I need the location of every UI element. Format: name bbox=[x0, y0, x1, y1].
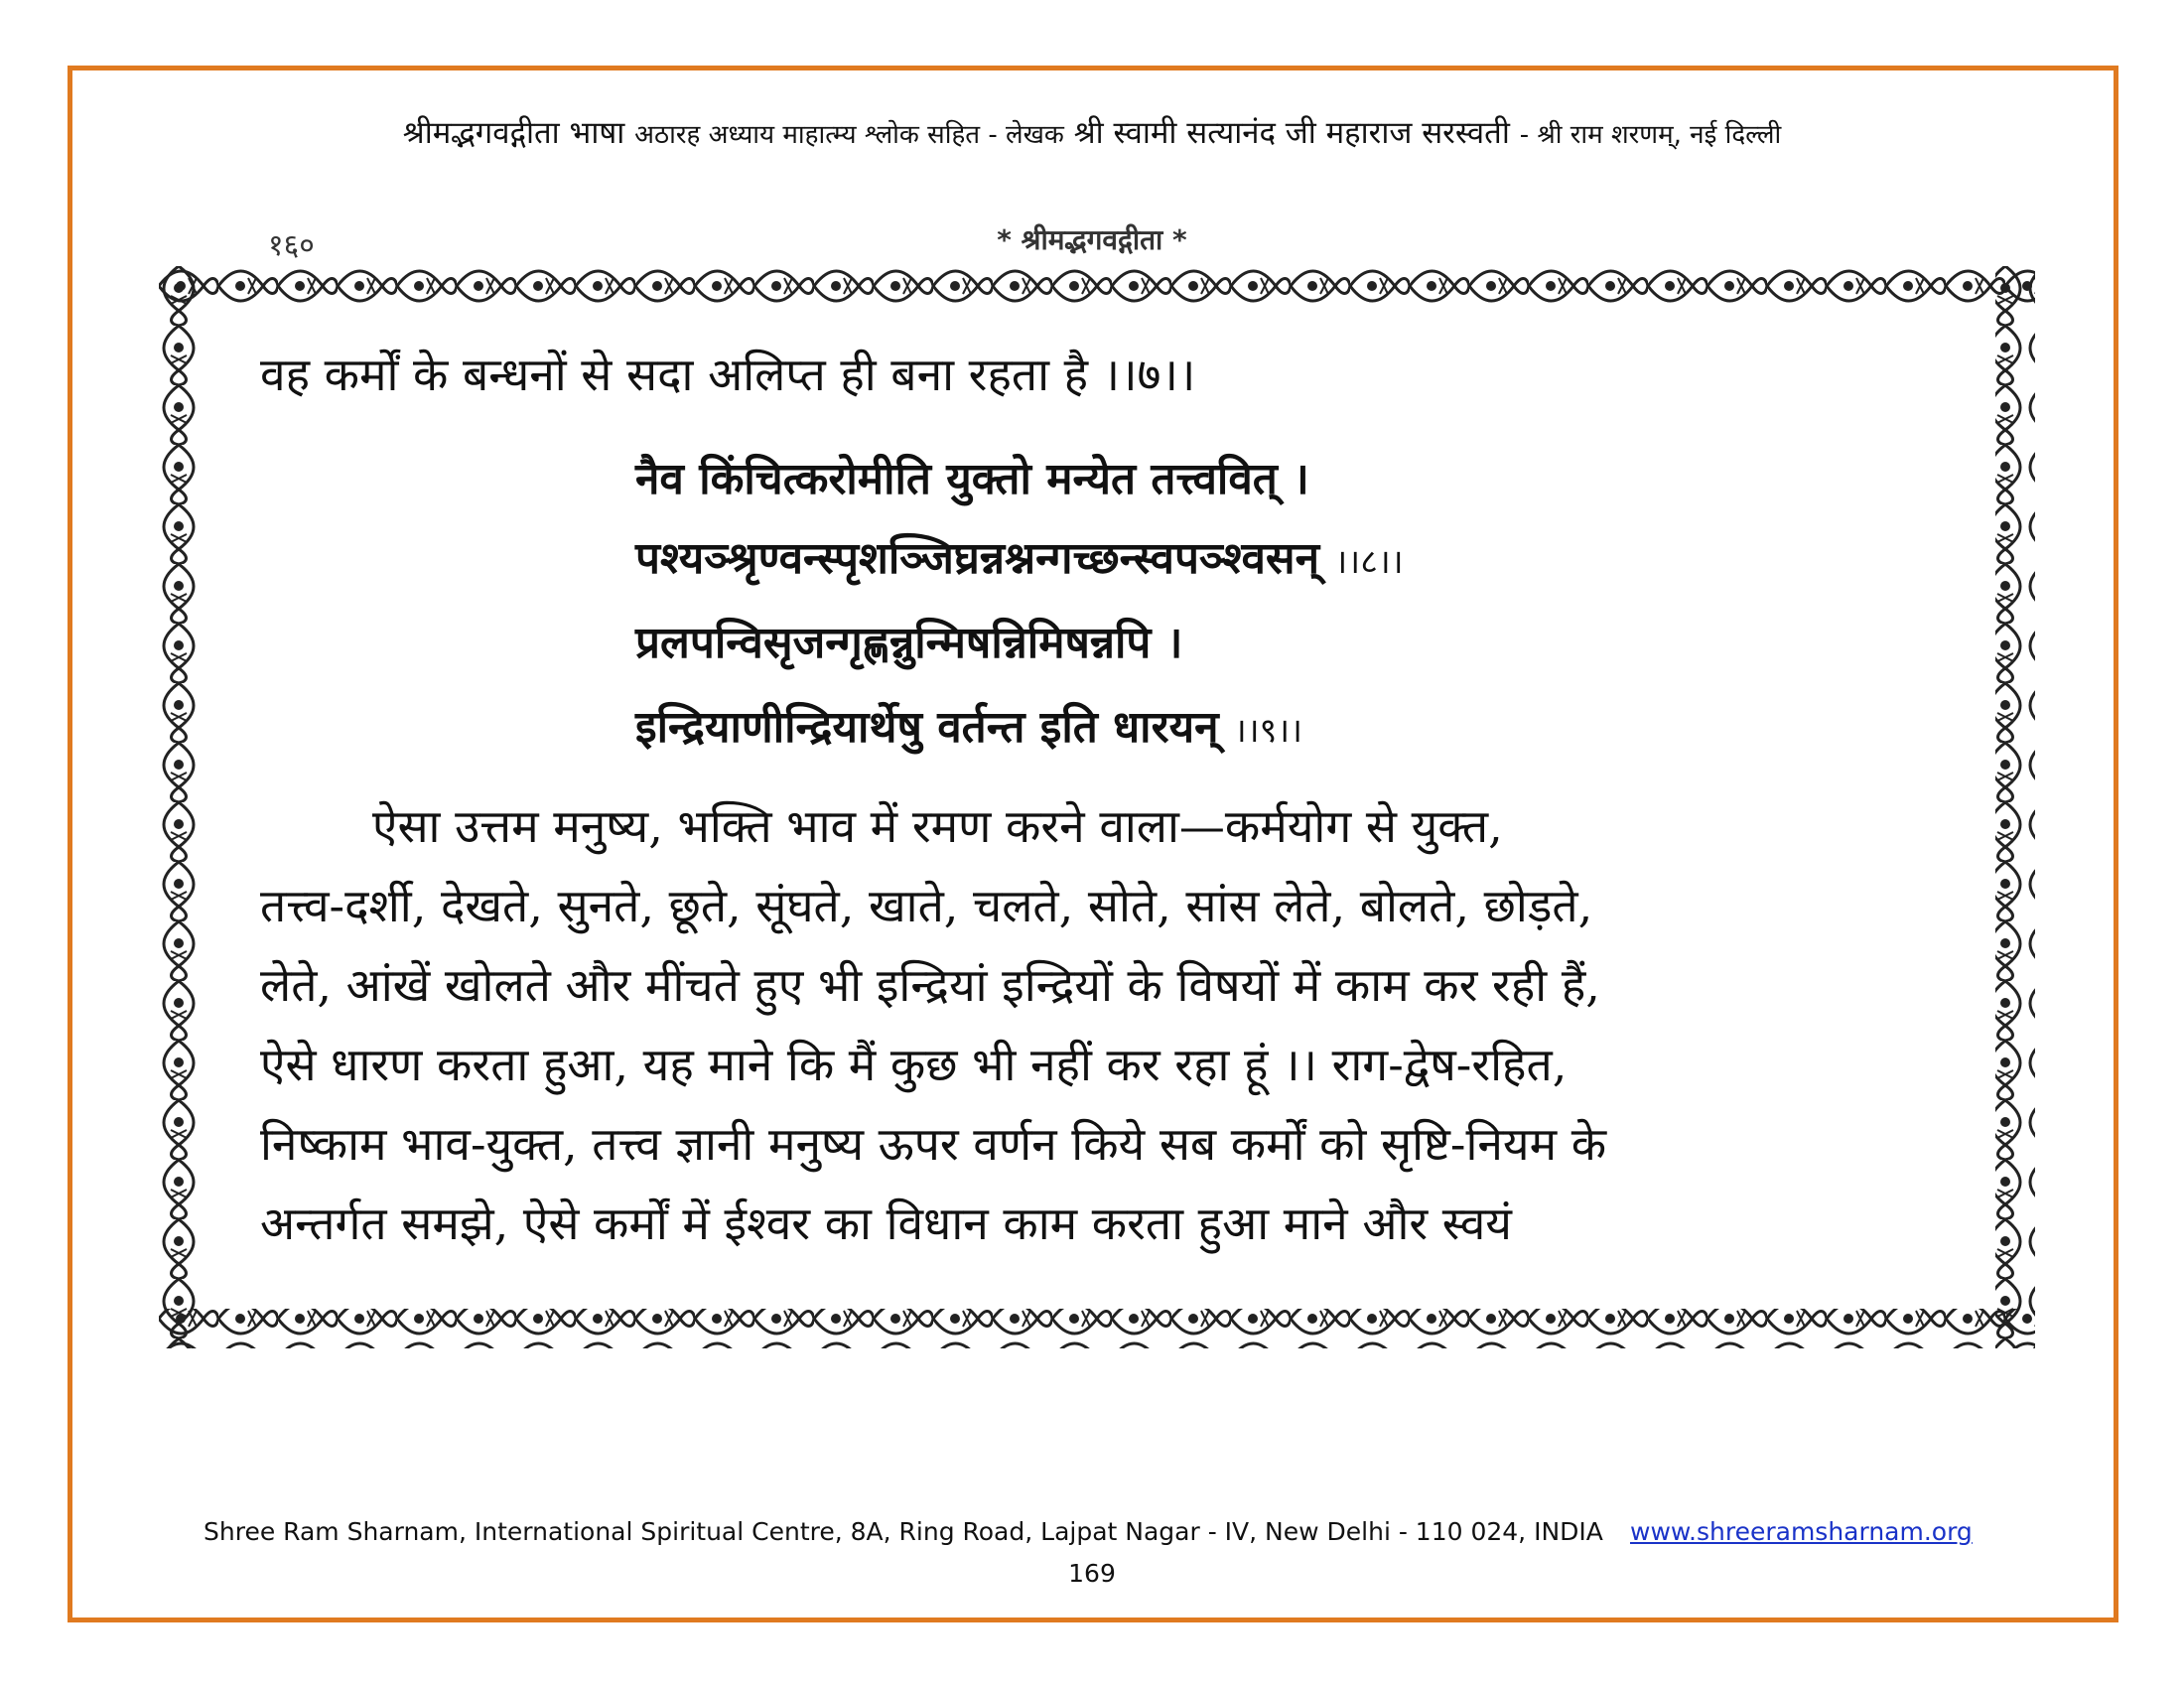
header-subtitle: अठारह अध्याय माहात्म्य श्लोक सहित - लेखक bbox=[634, 120, 1064, 150]
header-publisher: - श्री राम शरणम्, नई दिल्ली bbox=[1519, 120, 1782, 150]
verse-line-3: प्रलपन्विसृजन्गृह्णन्नुन्मिषन्निमिषन्नपि । bbox=[635, 618, 1183, 668]
paragraph-line-6: अन्तर्गत समझे, ऐसे कर्मों में ईश्वर का विधान काम करता हुआ माने और स्वयं bbox=[260, 1196, 1512, 1250]
verse-line-2-text: पश्यञ्श्रृण्वन्स्पृशञ्जिघ्रन्नश्नन्गच्छन्स्वपञ्श्वसन् bbox=[635, 533, 1320, 584]
scan-running-head: * श्रीमद्भगवद्गीता * bbox=[997, 223, 1187, 256]
paragraph-line-5: निष्काम भाव-युक्त, तत्त्व ज्ञानी मनुष्य ऊपर वर्णन किये सब कर्मों को सृष्टि-नियम के bbox=[260, 1117, 1607, 1171]
footer-page-number: 169 bbox=[1068, 1559, 1116, 1588]
paragraph-line-4: ऐसे धारण करता हुआ, यह माने कि मैं कुछ भी नहीं कर रहा हूं ।। राग-द्वेष-रहित, bbox=[260, 1038, 1568, 1091]
text-line-intro: वह कर्मों के बन्धनों से सदा अलिप्त ही बना रहता है ।।७।। bbox=[260, 348, 1196, 401]
scan-page-number: १६० bbox=[268, 228, 315, 263]
header-title-gita: श्रीमद्भगवद्गीता भाषा bbox=[402, 115, 625, 151]
paragraph-line-3: लेते, आंखें खोलते और मींचते हुए भी इन्द्रियां इन्द्रियों के विषयों में काम कर रही हैं, bbox=[260, 958, 1600, 1012]
website-link[interactable]: www.shreeramsharnam.org bbox=[1630, 1517, 1973, 1546]
paragraph-line-2: तत्त्व-दर्शी, देखते, सुनते, छूते, सूंघते, खाते, चलते, सोते, सांस लेते, बोलते, छोड़ते, bbox=[260, 879, 1593, 932]
header-author: श्री स्वामी सत्यानंद जी महाराज सरस्वती bbox=[1073, 115, 1510, 151]
footer-address: Shree Ram Sharnam, International Spiritual Centre, 8A, Ring Road, Lajpat Nagar - IV, New Delhi - 110 024, INDIA bbox=[204, 1517, 1603, 1546]
verse-line-4-text: इन्द्रियाणीन्द्रियार्थेषु वर्तन्त इति धारयन् bbox=[635, 702, 1219, 753]
paragraph-line-1: ऐसा उत्तम मनुष्य, भक्ति भाव में रमण करने वाला—कर्मयोग से युक्त, bbox=[372, 799, 1503, 853]
verse-line-4 bbox=[635, 695, 1302, 755]
verse-line-2 bbox=[635, 526, 1404, 586]
verse-line-1: नैव किंचित्करोमीति युक्तो मन्येत तत्त्ववित् । bbox=[635, 454, 1309, 504]
verse-number-8: ।।८।। bbox=[1334, 542, 1404, 582]
verse-number-9: ।।९।। bbox=[1233, 711, 1303, 751]
